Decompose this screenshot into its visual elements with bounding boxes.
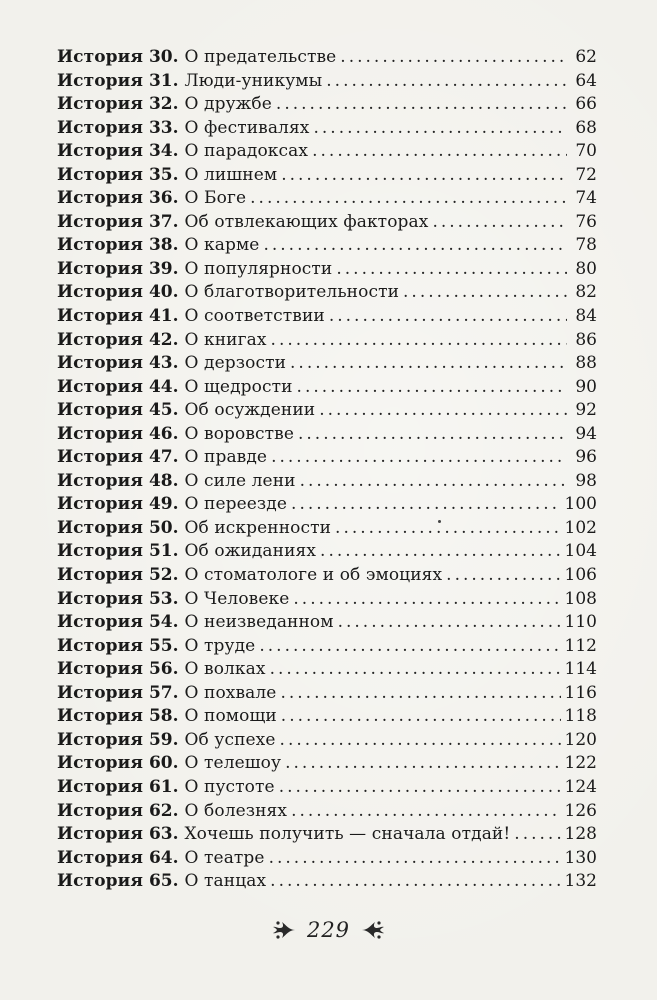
entry-number: 49 .: [143, 493, 184, 517]
entry-number: 50 .: [143, 517, 184, 541]
entry-number: 40 .: [143, 281, 184, 305]
toc-entry: [57, 329, 597, 353]
entry-page-number: 84: [575, 306, 597, 327]
toc-entry: [57, 800, 597, 824]
dot-leader: [313, 117, 567, 141]
toc-entry: [57, 70, 597, 94]
entry-number: 44 .: [143, 376, 184, 400]
toc-entry: [57, 870, 597, 894]
entry-title: О соответствии: [184, 306, 325, 327]
toc-entry: [57, 352, 597, 376]
entry-page-number: 116: [564, 682, 597, 703]
entry-number: 65 .: [143, 870, 184, 894]
entry-title: О популярности: [184, 258, 333, 279]
entry-number: 43 .: [143, 352, 184, 376]
entry-page-number: 124: [564, 776, 597, 797]
entry-title: О правде: [184, 447, 268, 468]
entry-label: История: [57, 70, 144, 91]
toc-entry: [57, 540, 597, 564]
entry-title: О театре: [184, 847, 265, 868]
entry-number: 61 .: [143, 776, 184, 800]
dot-leader: [329, 305, 567, 329]
entry-page-number: 126: [564, 800, 597, 821]
entry-title: О неизведанном: [184, 612, 334, 633]
entry-page-number: 118: [564, 706, 597, 727]
dot-leader: [271, 329, 567, 353]
entry-page-number: 88: [575, 353, 597, 374]
entry-title: О воровстве: [184, 423, 294, 444]
entry-label: История: [57, 141, 144, 162]
entry-label: История: [57, 258, 144, 279]
toc-entry: [57, 117, 597, 141]
entry-label: История: [57, 776, 144, 797]
entry-label: История: [57, 871, 144, 892]
dot-leader: [312, 140, 567, 164]
entry-page-number: 72: [575, 164, 597, 185]
entry-title: Об успехе: [184, 729, 276, 750]
dot-leader: [269, 847, 561, 871]
entry-page-number: 122: [564, 753, 597, 774]
toc-entry: [57, 729, 597, 753]
entry-number: 48 .: [143, 470, 184, 494]
dot-leader: [279, 776, 561, 800]
entry-number: 62 .: [143, 800, 184, 824]
entry-number: 59 .: [143, 729, 184, 753]
toc-entry: [57, 93, 597, 117]
entry-page-number: 98: [575, 470, 597, 491]
dot-leader: [403, 281, 567, 305]
toc-entry: [57, 635, 597, 659]
entry-number: 39 .: [143, 258, 184, 282]
entry-page-number: 80: [575, 258, 597, 279]
entry-number: 47 .: [143, 446, 184, 470]
dot-leader: [290, 352, 567, 376]
table-of-contents: [57, 46, 597, 894]
entry-title: О пустоте: [184, 776, 275, 797]
toc-entry: [57, 682, 597, 706]
entry-title: О болезнях: [184, 800, 288, 821]
page-number: 229: [306, 918, 351, 942]
entry-number: 37 .: [143, 211, 184, 235]
toc-entry: [57, 847, 597, 871]
entry-number: 56 .: [143, 658, 184, 682]
print-speck: [438, 520, 441, 523]
entry-title: Об искренности: [184, 517, 332, 538]
entry-label: История: [57, 800, 144, 821]
dot-leader: [326, 70, 567, 94]
dot-leader: [250, 187, 567, 211]
entry-label: История: [57, 824, 144, 845]
toc-entry: [57, 517, 597, 541]
entry-title: О танцах: [184, 871, 267, 892]
entry-label: История: [57, 494, 144, 515]
entry-title: О волках: [184, 659, 266, 680]
toc-entry: [57, 234, 597, 258]
entry-page-number: 90: [575, 376, 597, 397]
entry-label: История: [57, 306, 144, 327]
toc-entry: [57, 46, 597, 70]
entry-label: История: [57, 753, 144, 774]
entry-label: История: [57, 188, 144, 209]
entry-title: О дерзости: [184, 353, 286, 374]
entry-number: 46 .: [143, 423, 184, 447]
entry-label: История: [57, 282, 144, 303]
toc-entry: [57, 776, 597, 800]
toc-entry: [57, 164, 597, 188]
entry-page-number: 114: [564, 659, 597, 680]
entry-label: История: [57, 682, 144, 703]
right-fleuron-icon: [360, 919, 386, 941]
entry-page-number: 92: [575, 400, 597, 421]
entry-label: История: [57, 164, 144, 185]
entry-page-number: 102: [564, 517, 597, 538]
toc-entry: [57, 564, 597, 588]
entry-number: 33 .: [143, 117, 184, 141]
toc-entry: [57, 423, 597, 447]
entry-page-number: 82: [575, 282, 597, 303]
dot-leader: [280, 729, 561, 753]
entry-label: История: [57, 47, 144, 67]
entry-label: История: [57, 847, 144, 868]
entry-page-number: 74: [575, 188, 597, 209]
dot-leader: [293, 588, 560, 612]
entry-label: История: [57, 423, 144, 444]
entry-page-number: 94: [575, 423, 597, 444]
entry-page-number: 120: [564, 729, 597, 750]
entry-number: 51 .: [143, 540, 184, 564]
entry-page-number: 78: [575, 235, 597, 256]
entry-number: 57 .: [143, 682, 184, 706]
entry-title: О щедрости: [184, 376, 293, 397]
entry-number: 35 .: [143, 164, 184, 188]
entry-page-number: 130: [564, 847, 597, 868]
toc-entry: [57, 823, 597, 847]
toc-entry: [57, 305, 597, 329]
left-fleuron-icon: [271, 919, 297, 941]
entry-number: 38 .: [143, 234, 184, 258]
toc-entry: [57, 752, 597, 776]
dot-leader: [297, 376, 567, 400]
entry-title: О Боге: [184, 188, 247, 209]
toc-entry: [57, 446, 597, 470]
dot-leader: [280, 682, 560, 706]
entry-page-number: 108: [564, 588, 597, 609]
entry-title: О стоматологе и об эмоциях: [184, 565, 443, 586]
entry-number: 41 .: [143, 305, 184, 329]
entry-title: О телешоу: [184, 753, 282, 774]
entry-title: О благотворительности: [184, 282, 400, 303]
dot-leader: [285, 752, 560, 776]
entry-number: 60 .: [143, 752, 184, 776]
toc-entry: [57, 281, 597, 305]
toc-entry: [57, 376, 597, 400]
entry-title: О карме: [184, 235, 260, 256]
dot-leader: [298, 423, 567, 447]
entry-title: Об отвлекающих факторах: [184, 211, 429, 232]
entry-label: История: [57, 94, 144, 115]
entry-label: История: [57, 353, 144, 374]
entry-page-number: 104: [564, 541, 597, 562]
entry-label: История: [57, 612, 144, 633]
toc-entry: [57, 470, 597, 494]
entry-number: 45 .: [143, 399, 184, 423]
dot-leader: [259, 635, 560, 659]
entry-page-number: 128: [564, 824, 597, 845]
entry-number: 30 .: [143, 46, 184, 70]
entry-title: О предательстве: [184, 47, 337, 67]
entry-title: О фестивалях: [184, 117, 310, 138]
entry-title: Об ожиданиях: [184, 541, 317, 562]
dot-leader: [270, 870, 560, 894]
dot-leader: [340, 46, 567, 70]
toc-entry: [57, 258, 597, 282]
entry-page-number: 70: [575, 141, 597, 162]
entry-label: История: [57, 447, 144, 468]
entry-number: 53 .: [143, 588, 184, 612]
entry-label: История: [57, 235, 144, 256]
entry-title: О дружбе: [184, 94, 272, 115]
entry-label: История: [57, 329, 144, 350]
entry-number: 42 .: [143, 329, 184, 353]
toc-entry: [57, 611, 597, 635]
dot-leader: [319, 399, 567, 423]
dot-leader: [281, 164, 567, 188]
entry-number: 54 .: [143, 611, 184, 635]
entry-title: Люди-уникумы: [184, 70, 323, 91]
entry-number: 34 .: [143, 140, 184, 164]
dot-leader: [335, 517, 561, 541]
entry-page-number: 64: [575, 70, 597, 91]
toc-entry: [57, 399, 597, 423]
entry-label: История: [57, 635, 144, 656]
entry-title: О Человеке: [184, 588, 290, 609]
toc-entry: [57, 187, 597, 211]
dot-leader: [271, 446, 567, 470]
entry-label: История: [57, 211, 144, 232]
entry-title: О парадоксах: [184, 141, 309, 162]
entry-title: О похвале: [184, 682, 277, 703]
entry-title: О труде: [184, 635, 256, 656]
dot-leader: [300, 470, 567, 494]
entry-page-number: 68: [575, 117, 597, 138]
entry-page-number: 62: [575, 47, 597, 67]
entry-page-number: 96: [575, 447, 597, 468]
entry-number: 55 .: [143, 635, 184, 659]
entry-title: Об осуждении: [184, 400, 316, 421]
entry-label: История: [57, 706, 144, 727]
entry-title: О лишнем: [184, 164, 278, 185]
toc-entry: [57, 140, 597, 164]
dot-leader: [291, 493, 561, 517]
dot-leader: [320, 540, 561, 564]
entry-label: История: [57, 400, 144, 421]
entry-page-number: 110: [564, 612, 597, 633]
dot-leader: [338, 611, 561, 635]
entry-number: 31 .: [143, 70, 184, 94]
dot-leader: [336, 258, 567, 282]
entry-page-number: 106: [564, 565, 597, 586]
entry-number: 32 .: [143, 93, 184, 117]
entry-page-number: 100: [564, 494, 597, 515]
dot-leader: [432, 211, 567, 235]
entry-number: 63 .: [143, 823, 184, 847]
entry-label: История: [57, 117, 144, 138]
entry-page-number: 132: [564, 871, 597, 892]
entry-number: 36 .: [143, 187, 184, 211]
entry-label: История: [57, 588, 144, 609]
toc-entry: [57, 211, 597, 235]
entry-page-number: 86: [575, 329, 597, 350]
entry-page-number: 66: [575, 94, 597, 115]
entry-page-number: 112: [564, 635, 597, 656]
dot-leader: [446, 564, 560, 588]
page-footer: [0, 918, 657, 942]
entry-title: О переезде: [184, 494, 288, 515]
entry-number: 64 .: [143, 847, 184, 871]
entry-label: История: [57, 470, 144, 491]
toc-entry: [57, 493, 597, 517]
entry-title: Хочешь получить — сначала отдай!: [184, 824, 511, 845]
entry-label: История: [57, 376, 144, 397]
entry-label: История: [57, 659, 144, 680]
dot-leader: [281, 705, 561, 729]
dot-leader: [514, 823, 560, 847]
dot-leader: [291, 800, 560, 824]
entry-label: История: [57, 541, 144, 562]
entry-page-number: 76: [575, 211, 597, 232]
entry-title: О книгах: [184, 329, 267, 350]
dot-leader: [276, 93, 567, 117]
entry-title: О помощи: [184, 706, 277, 727]
toc-entry: [57, 705, 597, 729]
entry-number: 52 .: [143, 564, 184, 588]
dot-leader: [263, 234, 567, 258]
entry-label: История: [57, 729, 144, 750]
entry-number: 58 .: [143, 705, 184, 729]
dot-leader: [270, 658, 561, 682]
entry-label: История: [57, 517, 144, 538]
toc-entry: [57, 658, 597, 682]
toc-entry: [57, 588, 597, 612]
entry-title: О силе лени: [184, 470, 296, 491]
entry-label: История: [57, 565, 144, 586]
